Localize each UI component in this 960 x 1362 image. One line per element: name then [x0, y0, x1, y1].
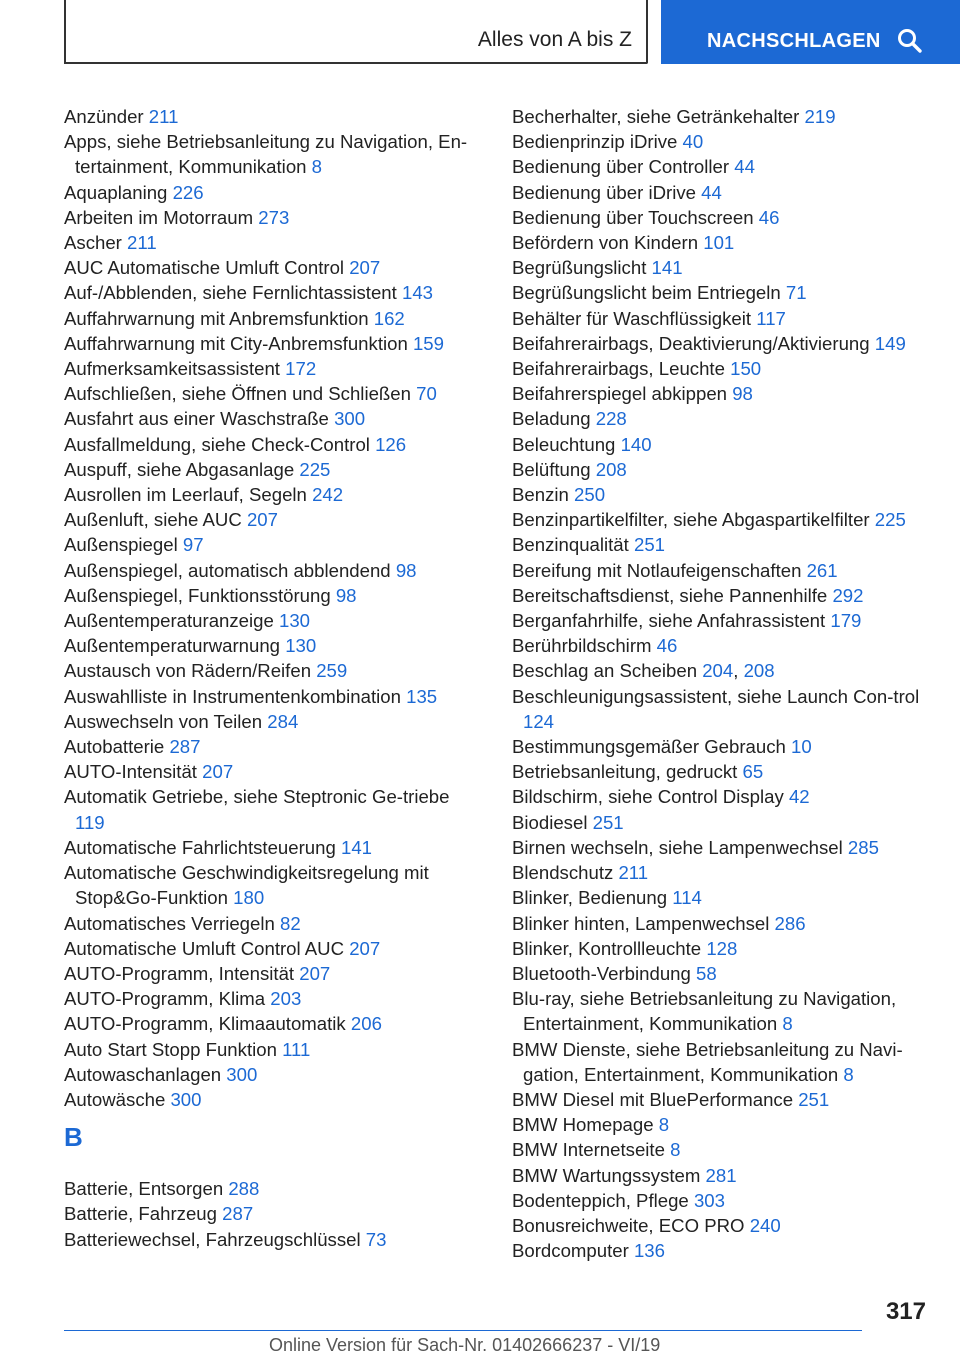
page-link[interactable]: 162 [373, 307, 405, 329]
index-entry [512, 608, 932, 633]
page-link[interactable]: 179 [830, 610, 862, 632]
index-entry [64, 1201, 482, 1226]
index-entry [64, 306, 482, 331]
index-entry-term: Belüftung [512, 458, 596, 480]
index-entry-term: Auto Start Stopp Funktion [64, 1038, 283, 1060]
page-link[interactable]: 46 [656, 635, 678, 657]
page-link[interactable]: 111 [282, 1038, 311, 1060]
index-entry [512, 885, 932, 910]
index-entry [512, 482, 932, 507]
page-link[interactable]: 143 [401, 282, 434, 304]
index-entry-term: Ascher [64, 232, 128, 254]
page-link[interactable]: 10 [791, 736, 812, 758]
index-entry [512, 558, 932, 583]
page-link[interactable]: 98 [395, 559, 417, 581]
index-entry [512, 1112, 932, 1137]
page-link[interactable]: 98 [732, 383, 753, 405]
page-link[interactable]: 126 [375, 433, 407, 455]
page-separator: , [733, 660, 744, 682]
index-entry-term: Außentemperaturanzeige [64, 610, 279, 632]
page-link[interactable]: 251 [633, 534, 666, 556]
index-entry [64, 356, 482, 381]
page-link[interactable]: 114 [672, 887, 702, 909]
index-entry-term: Benzin [512, 484, 575, 506]
index-entry [512, 154, 932, 179]
page-link[interactable]: 300 [170, 1088, 202, 1110]
page-link[interactable]: 225 [299, 458, 331, 480]
page-link[interactable]: 207 [349, 257, 381, 279]
index-entry-term: Biodiesel [512, 811, 593, 833]
index-entry [64, 104, 482, 129]
index-entry [512, 381, 932, 406]
page-link[interactable]: 73 [365, 1228, 387, 1250]
index-entry-term: BMW Homepage [512, 1114, 659, 1136]
page-link[interactable]: 124 [523, 710, 555, 732]
index-entry-term: AUC Automatische Umluft Control [64, 257, 350, 279]
page-link[interactable]: 285 [847, 836, 879, 858]
index-entry-term: Auspuff, siehe Abgasanlage [64, 458, 300, 480]
index-entry [512, 860, 932, 885]
page-link[interactable]: 292 [832, 584, 864, 606]
index-entry [64, 734, 482, 759]
index-entry [512, 583, 932, 608]
index-entry-term: Aufmerksamkeitsassistent [64, 358, 286, 380]
index-entry-term: Bordcomputer [512, 1240, 634, 1262]
page-link[interactable]: 211 [148, 106, 179, 127]
index-entry [64, 457, 482, 482]
index-entry [512, 1087, 932, 1112]
page-link[interactable]: 259 [316, 660, 348, 682]
index-entry [512, 810, 932, 835]
page-link[interactable]: 203 [270, 988, 302, 1010]
index-entry [512, 306, 932, 331]
page-link[interactable]: 226 [172, 181, 204, 203]
index-entry-term: Blendschutz [512, 862, 619, 884]
page-link[interactable]: 242 [312, 484, 344, 506]
index-entry-term: Ausfahrt aus einer Waschstraße [64, 408, 335, 430]
index-entry [64, 280, 482, 305]
page-link[interactable]: 8 [670, 1139, 681, 1161]
footer-online-version: Online Version für Sach-Nr. 01402666237 - VI/19 [269, 1335, 661, 1355]
index-entry-term: AUTO-Programm, Intensität [64, 962, 300, 984]
index-entry-term: Autobatterie [64, 736, 170, 758]
index-entry-term: Bedienung über iDrive [512, 181, 702, 203]
index-entry-term: Automatisches Verriegeln [64, 912, 281, 934]
index-entry-term: Becherhalter, siehe Getränkehalter [512, 106, 805, 127]
index-entry-term: Bereifung mit Notlaufeigenschaften [512, 559, 807, 581]
index-entry [64, 784, 482, 834]
page-link[interactable]: 82 [280, 912, 301, 934]
index-entry-term: Außenspiegel, automatisch abblendend [64, 559, 396, 581]
page-link[interactable]: 206 [350, 1013, 382, 1035]
index-entry [512, 356, 932, 381]
page-link[interactable]: 207 [349, 937, 381, 959]
index-entry-term: Auffahrwarnung mit City-Anbremsfunktion [64, 332, 413, 354]
index-entry [512, 658, 932, 683]
index-entry-term: Blu-ray, siehe Betriebsanleitung zu Navigation, Entertainment, Kommunikation [512, 988, 897, 1035]
index-entry-term: BMW Wartungssystem [512, 1164, 706, 1186]
page-link[interactable]: 8 [658, 1114, 670, 1136]
page-link[interactable]: 149 [874, 332, 906, 354]
index-entry [64, 583, 482, 608]
page-link[interactable]: 287 [222, 1203, 254, 1225]
index-entry-term: Blinker hinten, Lampenwechsel [512, 912, 775, 934]
index-entry-term: Benzinqualität [512, 534, 634, 556]
index-entry [64, 759, 482, 784]
page-link[interactable]: 135 [406, 685, 438, 707]
index-entry-term: Begrüßungslicht beim Entriegeln [512, 282, 786, 304]
index-entry [512, 255, 932, 280]
index-entry-term: Batterie, Entsorgen [64, 1178, 229, 1200]
index-entry-term: Batteriewechsel, Fahrzeugschlüssel [64, 1228, 366, 1250]
index-entry-term: AUTO-Intensität [64, 761, 203, 783]
tab-nachschlagen-label: NACHSCHLAGEN [707, 30, 881, 52]
index-entry [512, 986, 932, 1036]
index-entry-term: Außenspiegel, Funktionsstörung [64, 584, 336, 606]
index-entry-term: Batterie, Fahrzeug [64, 1203, 223, 1225]
index-entry-term: Ausfallmeldung, siehe Check-Control [64, 433, 376, 455]
index-entry-term: Beleuchtung [512, 433, 621, 455]
page-link[interactable]: 172 [285, 358, 317, 380]
page-link[interactable]: 150 [730, 358, 762, 380]
index-entry [512, 432, 932, 457]
index-entry-term: Auf-/Abblenden, siehe Fernlichtassistent [64, 282, 402, 304]
index-entry-term: Bereitschaftsdienst, siehe Pannenhilfe [512, 584, 833, 606]
index-entry [64, 709, 482, 734]
magnifier-icon[interactable] [897, 28, 923, 54]
page-link[interactable]: 240 [749, 1214, 781, 1236]
index-entry-term: BMW Diesel mit BluePerformance [512, 1088, 799, 1110]
index-entry-term: Blinker, Bedienung [512, 887, 673, 909]
page-link[interactable]: 58 [696, 962, 717, 984]
page-link[interactable]: 140 [620, 433, 652, 455]
index-entry-term: Autowäsche [64, 1088, 171, 1110]
index-entry [64, 1176, 482, 1201]
index-entry [512, 835, 932, 860]
tab-nachschlagen[interactable] [661, 0, 960, 64]
page-link[interactable]: 70 [416, 383, 437, 405]
index-entry-term: Automatische Fahrlichtsteuerung [64, 836, 341, 858]
page-link[interactable]: 159 [412, 332, 444, 354]
index-entry [512, 406, 932, 431]
index-entry [64, 129, 482, 179]
index-entry-term: Außenspiegel [64, 534, 183, 556]
index-entry [64, 1227, 482, 1252]
page-link[interactable]: 281 [705, 1164, 737, 1186]
index-entry [64, 608, 482, 633]
index-entry [64, 1011, 482, 1036]
index-entry [64, 381, 482, 406]
index-entry [512, 280, 932, 305]
index-entry-term: Betriebsanleitung, gedruckt [512, 761, 743, 783]
index-entry [512, 1163, 932, 1188]
index-entry-term: Automatische Umluft Control AUC [64, 937, 350, 959]
page-link[interactable]: 128 [706, 937, 738, 959]
page-link[interactable]: 250 [574, 484, 606, 506]
page-link[interactable]: 44 [701, 181, 722, 203]
index-entry-term: Automatische Geschwindigkeitsregelung mit Stop&Go-Funktion [64, 862, 429, 909]
page-link[interactable]: 219 [804, 106, 836, 127]
index-entry [64, 911, 482, 936]
index-entry-term: AUTO-Programm, Klimaautomatik [64, 1013, 351, 1035]
page-link[interactable]: 119 [75, 811, 105, 833]
index-entry [512, 104, 932, 129]
page-link[interactable]: 204 [702, 660, 734, 682]
header-title: Alles von A bis Z [477, 28, 632, 51]
page-link[interactable]: 211 [618, 862, 649, 884]
index-entry-term: Bedienung über Touchscreen [512, 206, 759, 228]
index-entry [64, 331, 482, 356]
page-link[interactable]: 300 [334, 408, 366, 430]
index-entry [512, 1238, 932, 1263]
index-entry-term: Außentemperaturwarnung [64, 635, 286, 657]
index-entry-term: Anzünder [64, 106, 149, 127]
index-entry [512, 180, 932, 205]
index-entry [512, 961, 932, 986]
page-link[interactable]: 42 [788, 786, 810, 808]
page-link[interactable]: 180 [233, 887, 265, 909]
index-entry [512, 129, 932, 154]
index-entry [64, 507, 482, 532]
index-entry-term: Berührbildschirm [512, 635, 657, 657]
index-entry [64, 406, 482, 431]
footer-rule [64, 1330, 862, 1331]
index-entry [512, 684, 932, 734]
index-entry-term: Bonusreichweite, ECO PRO [512, 1214, 750, 1236]
page-link[interactable]: 117 [756, 307, 786, 329]
index-entry [64, 835, 482, 860]
index-entry [512, 759, 932, 784]
index-list-a [64, 104, 482, 1112]
index-entry [64, 532, 482, 557]
page-link[interactable]: 141 [651, 257, 683, 279]
index-entry-term: Autowaschanlagen [64, 1063, 227, 1085]
page-link[interactable]: 8 [311, 156, 323, 178]
page-link[interactable]: 207 [202, 761, 234, 783]
index-entry [512, 784, 932, 809]
page-link[interactable]: 300 [226, 1063, 258, 1085]
index-entry-term: Aufschließen, siehe Öffnen und Schließen [64, 383, 417, 405]
index-entry-term: Berganfahrhilfe, siehe Anfahrassistent [512, 610, 831, 632]
page-link[interactable]: 98 [335, 584, 357, 606]
index-entry-term: BMW Dienste, siehe Betriebsanleitung zu Navi-gation, Entertainment, Kommunikation [512, 1038, 903, 1085]
page-link[interactable]: 8 [782, 1013, 793, 1035]
index-entry [64, 961, 482, 986]
index-entry [64, 684, 482, 709]
index-entry-term: Außenluft, siehe AUC [64, 509, 247, 531]
page-link[interactable]: 97 [182, 534, 204, 556]
index-entry-term: Beladung [512, 408, 596, 430]
index-entry [512, 1188, 932, 1213]
index-entry-term: Ausrollen im Leerlauf, Segeln [64, 484, 313, 506]
index-entry-term: Bildschirm, siehe Control Display [512, 786, 789, 808]
index-entry [64, 255, 482, 280]
page-link[interactable]: 101 [703, 232, 735, 254]
index-entry [512, 734, 932, 759]
index-entry [64, 482, 482, 507]
index-entry-term: Bluetooth-Verbindung [512, 962, 697, 984]
index-entry [64, 230, 482, 255]
index-list-right [512, 104, 932, 1263]
index-entry [512, 936, 932, 961]
index-entry-term: Bedienung über Controller [512, 156, 735, 178]
index-entry [64, 1062, 482, 1087]
index-entry [64, 986, 482, 1011]
page-link[interactable]: 211 [127, 232, 157, 254]
index-entry-term: Birnen wechseln, siehe Lampenwechsel [512, 836, 848, 858]
index-entry [64, 432, 482, 457]
index-entry-term: Befördern von Kindern [512, 232, 704, 254]
index-entry-term: Bedienprinzip iDrive [512, 131, 683, 153]
index-entry [512, 1037, 932, 1087]
page-link[interactable]: 251 [798, 1088, 830, 1110]
page-link[interactable]: 44 [734, 156, 755, 178]
index-entry [512, 230, 932, 255]
index-entry-term: Automatik Getriebe, siehe Steptronic Ge-triebe [64, 786, 450, 808]
page-link[interactable]: 65 [742, 761, 764, 783]
index-entry [512, 457, 932, 482]
index-entry [64, 860, 482, 910]
index-entry [512, 331, 932, 356]
index-entry-term: Beifahrerspiegel abkippen [512, 383, 733, 405]
page-link[interactable]: 225 [874, 509, 906, 531]
page-link[interactable]: 303 [693, 1189, 725, 1211]
index-entry-term: Beschlag an Scheiben [512, 660, 703, 682]
index-entry-term: Apps, siehe Betriebsanleitung zu Navigation, En-tertainment, Kommunikation [64, 131, 468, 178]
index-entry-term: Auffahrwarnung mit Anbremsfunktion [64, 307, 374, 329]
index-entry [512, 507, 932, 532]
index-entry-term: AUTO-Programm, Klima [64, 988, 271, 1010]
index-entry-term: Blinker, Kontrollleuchte [512, 937, 707, 959]
index-entry [512, 633, 932, 658]
index-list-b [64, 1176, 482, 1252]
page-link[interactable]: 141 [340, 836, 373, 858]
page-link[interactable]: 8 [843, 1063, 854, 1085]
index-entry [512, 1137, 932, 1162]
index-entry-term: Bodenteppich, Pflege [512, 1189, 694, 1211]
index-entry-term: Auswechseln von Teilen [64, 710, 268, 732]
page-link[interactable]: 46 [758, 206, 780, 228]
index-column-left [64, 104, 482, 1252]
page-link[interactable]: 273 [258, 206, 290, 228]
index-entry [64, 1087, 482, 1112]
index-entry [64, 1037, 482, 1062]
index-entry [512, 205, 932, 230]
page-link[interactable]: 251 [592, 811, 624, 833]
header-title-box [64, 0, 648, 64]
index-entry [64, 633, 482, 658]
page-number: 317 [885, 1298, 926, 1325]
index-entry-term: Austausch von Rädern/Reifen [64, 660, 317, 682]
page-link[interactable]: 286 [774, 912, 806, 934]
index-entry-term: BMW Internetseite [512, 1139, 671, 1161]
page-link[interactable]: 287 [169, 736, 201, 758]
section-letter-b: B [64, 1122, 83, 1153]
index-entry-term: Arbeiten im Motorraum [64, 206, 259, 228]
index-entry-term: Beschleunigungsassistent, siehe Launch Con-trol [512, 685, 920, 707]
page-link[interactable]: 71 [785, 282, 807, 304]
page-link[interactable]: 288 [228, 1178, 260, 1200]
page-link[interactable]: 284 [267, 710, 299, 732]
page-link[interactable]: 40 [682, 131, 704, 153]
page-link[interactable]: 130 [285, 635, 317, 657]
index-entry [64, 180, 482, 205]
page-link[interactable]: 207 [246, 509, 278, 531]
page-link[interactable]: 208 [595, 458, 627, 480]
page-link[interactable]: 207 [299, 962, 331, 984]
index-column-right [512, 104, 932, 1263]
index-entry-term: Behälter für Waschflüssigkeit [512, 307, 757, 329]
index-entry-term: Begrüßungslicht [512, 257, 652, 279]
index-entry [512, 1213, 932, 1238]
index-entry-term: Beifahrerairbags, Leuchte [512, 358, 731, 380]
index-entry [512, 532, 932, 557]
index-entry [64, 205, 482, 230]
index-entry [64, 936, 482, 961]
index-entry-term: Auswahlliste in Instrumentenkombination [64, 685, 407, 707]
index-entry [512, 911, 932, 936]
page-link[interactable]: 261 [806, 559, 838, 581]
page-link[interactable]: 228 [595, 408, 627, 430]
page-link[interactable]: 208 [743, 660, 775, 682]
index-entry [64, 658, 482, 683]
page-link[interactable]: 130 [279, 610, 311, 632]
index-entry-term: Aquaplaning [64, 181, 173, 203]
page-link[interactable]: 136 [633, 1240, 665, 1262]
index-entry-term: Beifahrerairbags, Deaktivierung/Aktivierung [512, 332, 875, 354]
index-entry-term: Bestimmungsgemäßer Gebrauch [512, 736, 792, 758]
index-entry-term: Benzinpartikelfilter, siehe Abgaspartikelfilter [512, 509, 875, 531]
index-entry [64, 558, 482, 583]
